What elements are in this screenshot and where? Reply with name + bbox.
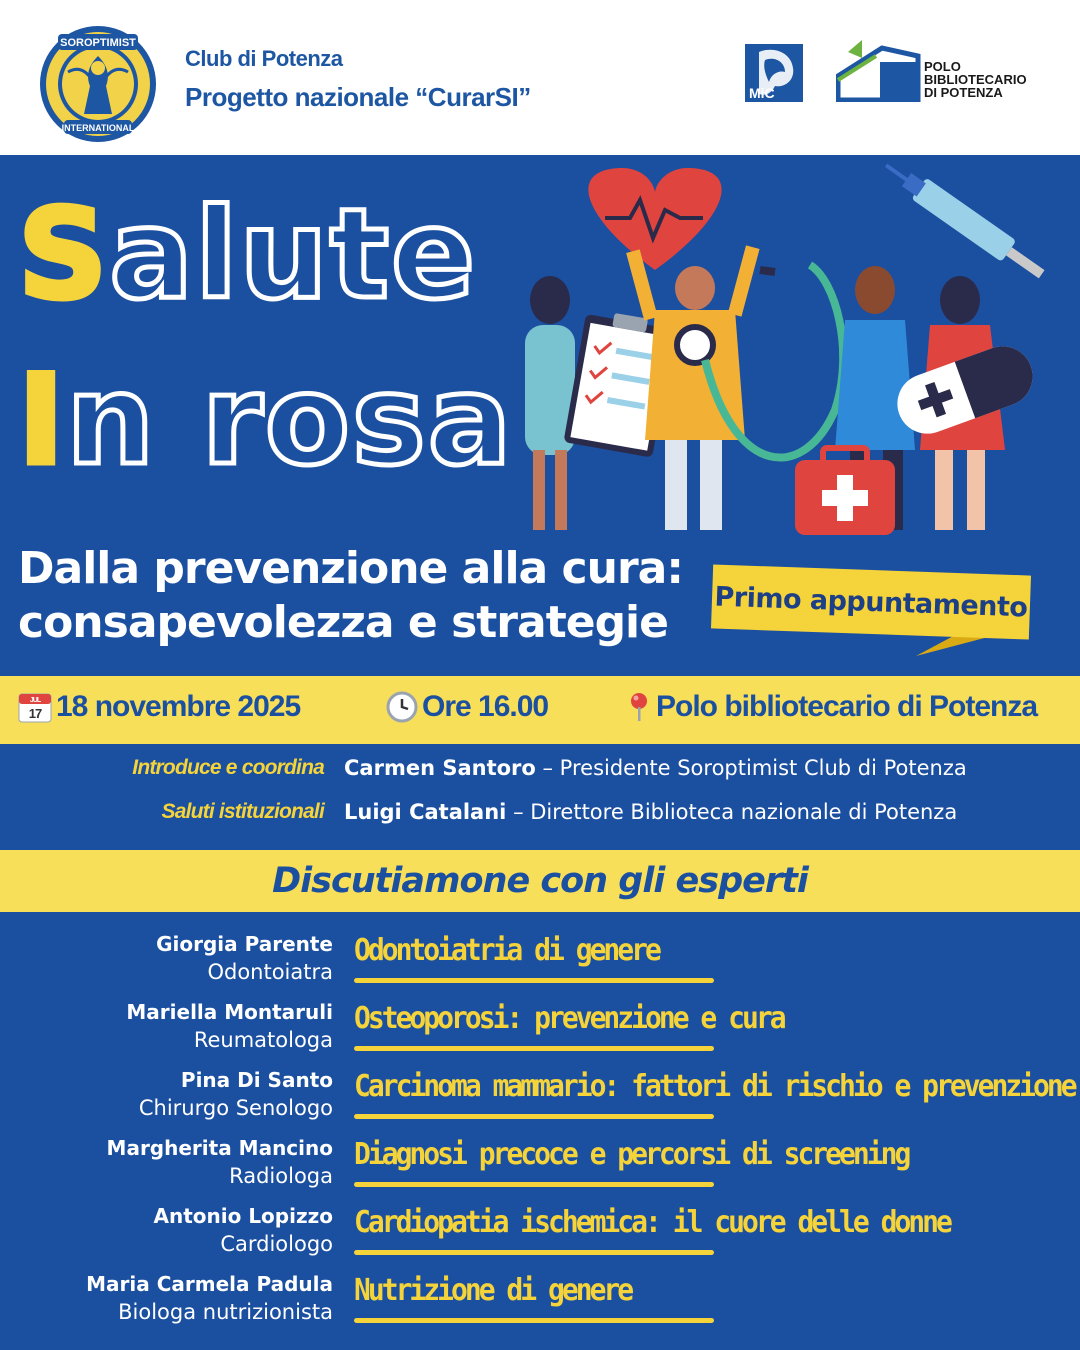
topic-underline [354,978,714,983]
polo-text [924,60,1027,99]
calendar-icon [18,691,52,723]
title-cap-1: S [18,183,110,327]
expert-role: Radiologa [229,1164,333,1188]
subtitle [18,542,698,650]
polo-line-2: BIBLIOTECARIO [924,72,1027,87]
first-aid-kit-icon [795,448,895,535]
intro-person-desc: – Direttore Biblioteca nazionale di Potenza [506,800,958,824]
expert-role: Chirurgo Senologo [138,1096,333,1120]
topic-underline [354,1046,714,1051]
topic-underline [354,1182,714,1187]
badge-text: Primo appuntamento [714,581,1028,623]
event-place-text: Polo bibliotecario di Potenza [656,690,1038,723]
event-date-text: 18 novembre 2025 [56,690,301,723]
expert-name: Pina Di Santo [180,1068,333,1092]
intro-person [344,800,957,824]
syringe-icon [879,160,1050,285]
expert-row [0,1204,1080,1270]
event-place [626,690,1037,724]
mic-label: MiC [749,85,775,101]
project-name: Progetto nazionale “CurarSI” [185,82,531,112]
info-bar [0,676,1080,744]
intro-role: Saluti istituzionali [161,800,324,823]
expert-name: Giorgia Parente [156,932,333,956]
intro-person [344,756,967,780]
expert-row [0,1000,1080,1066]
intro-row [0,756,1080,792]
expert-row [0,1136,1080,1202]
subtitle-line-1: Dalla prevenzione alla cura: [18,543,683,594]
calendar-month: JUL [29,697,41,704]
mic-logo [745,44,803,102]
intro-person-desc: – Presidente Soroptimist Club di Potenza [535,756,967,780]
soroptimist-logo [38,24,158,144]
title-rest-2: n rosa [66,349,514,493]
expert-role: Odontoiatra [207,960,333,984]
expert-name: Mariella Montaruli [126,1000,333,1024]
calendar-day: 17 [28,706,42,721]
health-illustration [505,160,1065,550]
header [0,0,1080,155]
soroptimist-top-text: SOROPTIMIST [60,37,136,49]
intro-person-name: Carmen Santoro [344,756,536,780]
topic-underline [354,1318,714,1323]
expert-row [0,932,1080,998]
title-line-2 [18,349,514,493]
polo-line-1: POLO [924,59,961,74]
title-line-1 [18,183,478,327]
event-time-text: Ore 16.00 [422,690,549,723]
expert-topic: Nutrizione di genere [354,1272,632,1308]
expert-role: Reumatologa [193,1028,333,1052]
title-rest-1: alute [109,183,478,327]
expert-role: Cardiologo [220,1232,333,1256]
polo-line-3: DI POTENZA [924,85,1003,100]
expert-row [0,1068,1080,1134]
discuss-bar [0,850,1080,912]
intro-row [0,800,1080,836]
club-name: Club di Potenza [185,46,343,71]
intro-role: Introduce e coordina [132,756,324,779]
expert-name: Antonio Lopizzo [153,1204,333,1228]
expert-name: Maria Carmela Padula [86,1272,333,1296]
expert-topic: Cardiopatia ischemica: il cuore delle donne [354,1204,950,1240]
clock-icon [386,691,418,723]
expert-name: Margherita Mancino [106,1136,333,1160]
polo-logo [836,36,926,102]
title-cap-2: I [18,349,67,493]
expert-role: Biologa nutrizionista [118,1300,333,1324]
expert-topic: Odontoiatria di genere [354,932,659,968]
expert-row [0,1272,1080,1338]
discuss-title: Discutiamone con gli esperti [272,861,808,901]
event-time [386,690,548,724]
topic-underline [354,1250,714,1255]
topic-underline [354,1114,714,1119]
subtitle-line-2: consapevolezza e strategie [18,597,668,648]
event-date [18,690,300,724]
intro-person-name: Luigi Catalani [344,800,507,824]
expert-topic: Osteoporosi: prevenzione e cura [354,1000,784,1036]
badge-primo-appuntamento [711,564,1031,639]
soroptimist-bottom-text: INTERNATIONAL [61,123,135,133]
expert-topic: Carcinoma mammario: fattori di rischio e prevenzione [354,1068,1075,1104]
expert-topic: Diagnosi precoce e percorsi di screening [354,1136,909,1172]
pin-icon [626,691,652,723]
badge-wrap [712,560,1042,660]
